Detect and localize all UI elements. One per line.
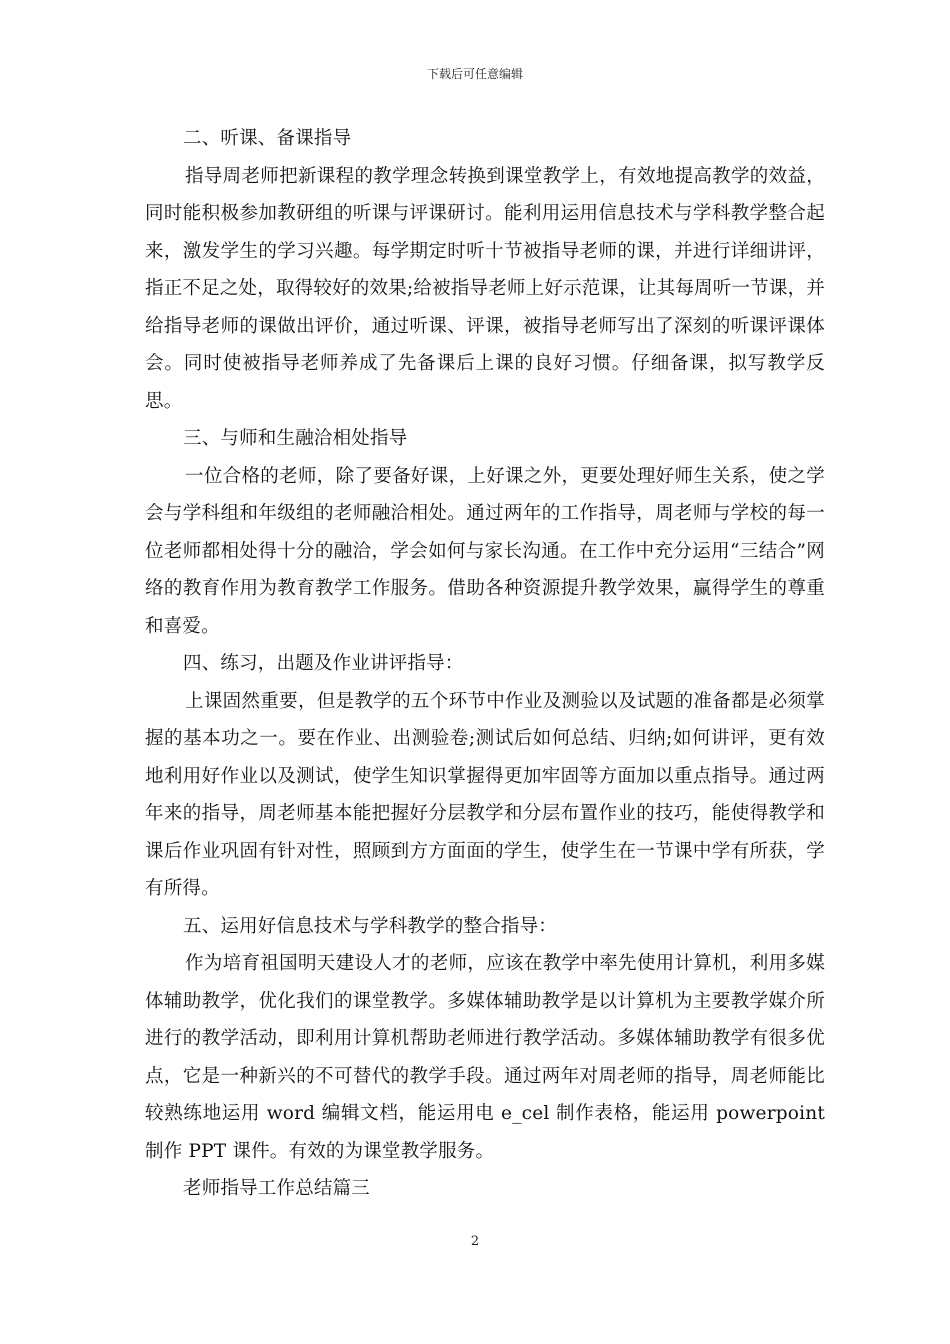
section-body-relations: 一位合格的老师，除了要备好课，上好课之外，更要处理好师生关系，使之学会与学科组和年级组的老师融洽相处。通过两年的工作指导，周老师与学校的每一位老师都相处得十分的融洽，学会如何与家长沟通。在工作中充分运用“三结合”网络的教育作用为教育教学工作服务。借助各种资源提升教学效果，赢得学生的尊重和喜爱。: [145, 465, 825, 637]
section-heading-relations: 三、与师和生融洽相处指导: [183, 428, 408, 449]
page-number: 2: [470, 1234, 480, 1249]
closing-heading: 老师指导工作总结篇三: [183, 1178, 371, 1199]
section-heading-listening: 二、听课、备课指导: [183, 128, 352, 149]
section-body-listening: 指导周老师把新课程的教学理念转换到课堂教学上，有效地提高教学的效益，同时能积极参加教研组的听课与评课研讨。能利用运用信息技术与学科教学整合起来，激发学生的学习兴趣。每学期定时听十节被指导老师的课，并进行详细讲评，指正不足之处，取得较好的效果;给被指导老师上好示范课，让其每周听一节课，并给指导老师的课做出评价，通过听课、评课，被指导老师写出了深刻的听课评课体会。同时使被指导老师养成了先备课后上课的良好习惯。仔细备课，拟写教学反思。: [145, 165, 825, 412]
document-body: [145, 120, 825, 1208]
page-header: 下载后可任意编辑: [426, 67, 523, 81]
section-heading-exercises: 四、练习，出题及作业讲评指导：: [183, 653, 464, 674]
section-body-exercises: 上课固然重要，但是教学的五个环节中作业及测验以及试题的准备都是必须掌握的基本功之一。要在作业、出测验卷;测试后如何总结、归纳;如何讲评，更有效地利用好作业以及测试，使学生知识掌握得更加牢固等方面加以重点指导。通过两年来的指导，周老师基本能把握好分层教学和分层布置作业的技巧，能使得教学和课后作业巩固有针对性，照顾到方方面面的学生，使学生在一节课中学有所获，学有所得。: [145, 690, 825, 899]
section-heading-it-integration: 五、运用好信息技术与学科教学的整合指导：: [183, 915, 558, 937]
section-body-it-integration: 作为培育祖国明天建设人才的老师，应该在教学中率先使用计算机，利用多媒体辅助教学，优化我们的课堂教学。多媒体辅助教学是以计算机为主要教学媒介所进行的教学活动，即利用计算机帮助老师进行教学活动。多媒体辅助教学有很多优点，它是一种新兴的不可替代的教学手段。通过两年对周老师的指导，周老师能比较熟练地运用 word 编辑文档，能运用电 e_cel 制作表格，能运用 powerpoint 制作 PPT 课件。有效的为课堂教学服务。: [145, 953, 825, 1162]
